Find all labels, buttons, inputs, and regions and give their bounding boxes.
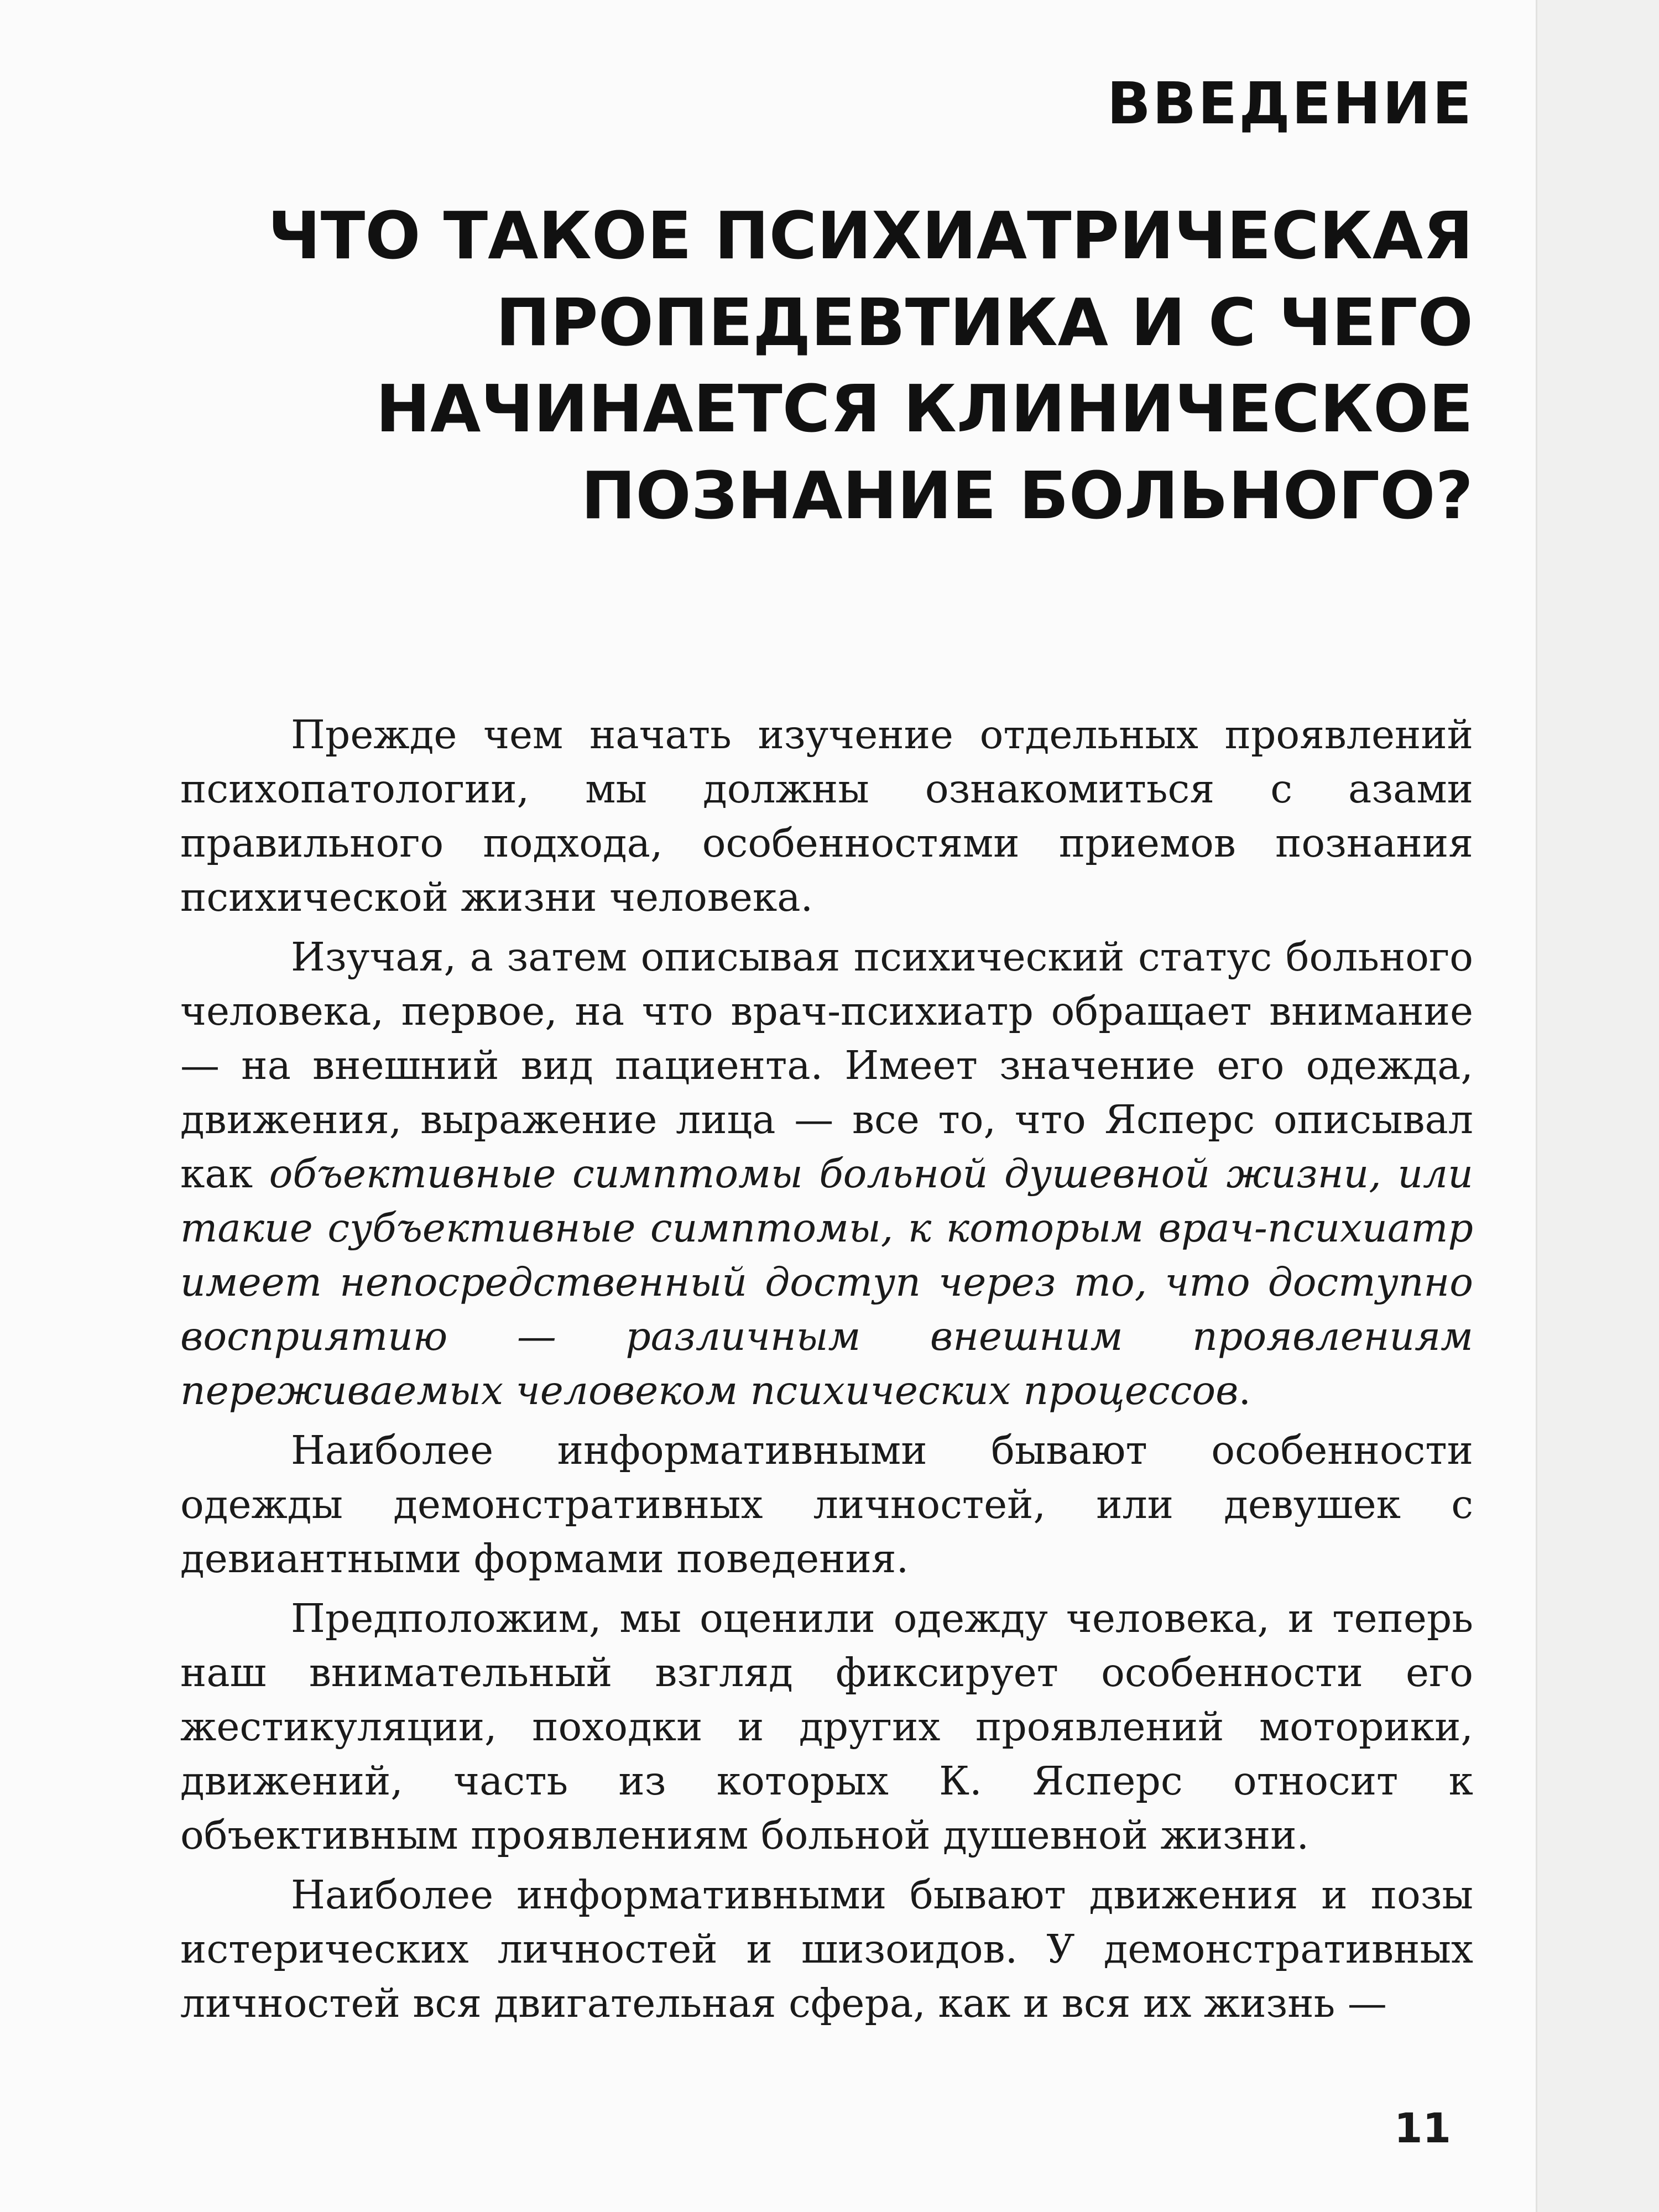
paragraph-2-text: Изучая, а затем описывая психический статус больного человека, первое, на что врач-психиатр обращает внимание — на внешний вид пациента. Имеет значение его одежда, движения, выражение лица — все то, что Ясперс описывал как	[180, 934, 1473, 1197]
paragraph-1: Прежде чем начать изучение отдельных проявлений психопатологии, мы должны ознакомиться с азами правильного подхода, особенностями приемов познания психической жизни человека.	[180, 712, 1473, 921]
paragraph-2-end: .	[1238, 1368, 1251, 1414]
page-number: 11	[1394, 2105, 1451, 2152]
page-edge	[1536, 0, 1659, 2212]
body-text	[180, 708, 1473, 2031]
chapter-title: ЧТО ТАКОЕ ПСИХИАТРИЧЕСКАЯ ПРОПЕДЕВТИКА И С ЧЕГО НАЧИНАЕТСЯ КЛИНИЧЕСКОЕ ПОЗНАНИЕ БОЛЬНОГО?	[268, 197, 1473, 534]
text-column	[180, 71, 1473, 2031]
paragraph-5: Наиболее информативными бывают движения и позы истерических личностей и шизоидов. У демонстративных личностей вся двигательная сфера, как и вся их жизнь —	[180, 1872, 1473, 2027]
paragraph-2	[180, 930, 1473, 1418]
section-label: ВВЕДЕНИЕ	[1107, 70, 1473, 137]
paragraph-4: Предположим, мы оценили одежду человека, и теперь наш внимательный взгляд фиксирует особенности его жестикуляции, походки и других проявлений моторики, движений, часть из которых К. Ясперс относит к объективным проявлениям больной душевной жизни.	[180, 1595, 1473, 1859]
paragraph-2-italic: объективные симптомы больной душевной жизни, или такие субъективные симптомы, к которым врач-психиатр имеет непосредственный доступ через то, что доступно восприятию — различным внешним проявлениям переживаемых человеком психических процессов	[180, 1151, 1473, 1414]
paragraph-3: Наиболее информативными бывают особенности одежды демонстративных личностей, или девушек с девиантными формами поведения.	[180, 1427, 1473, 1582]
